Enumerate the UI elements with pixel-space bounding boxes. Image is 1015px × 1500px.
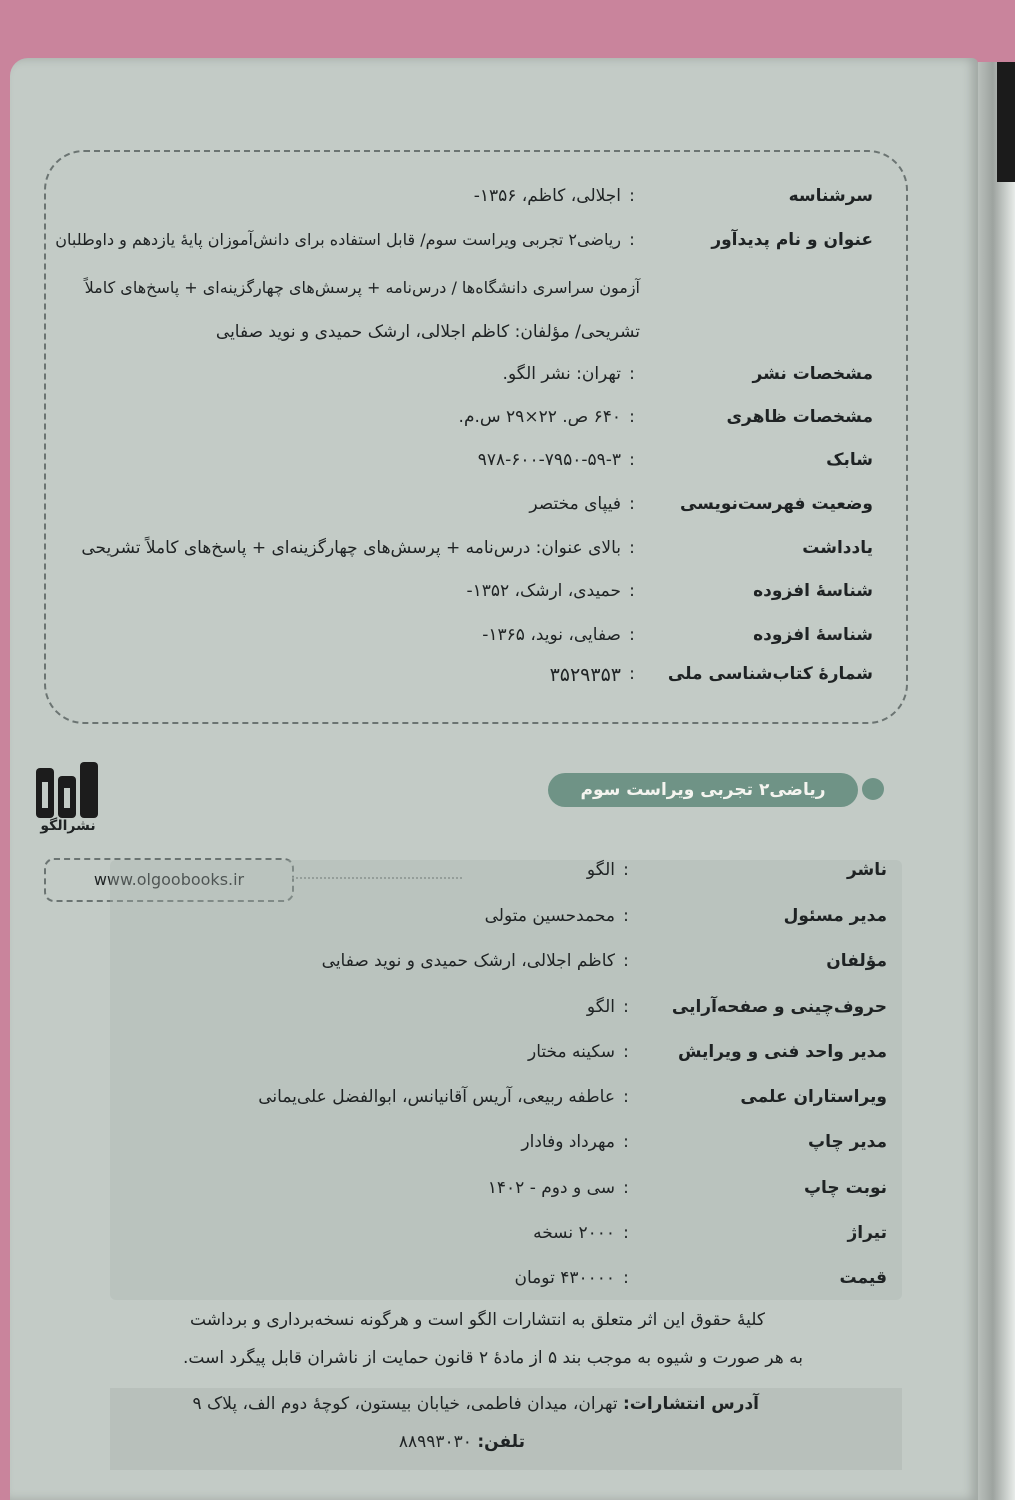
cip-row-0: سرشناسه : اجلالی، کاظم، ۱۳۵۶- [473, 186, 873, 206]
phone-line [399, 1432, 525, 1452]
book-title-bar: ریاضی۲ تجربی ویراست سوم [548, 773, 858, 807]
cip-row-9: شمارهٔ کتاب‌شناسی ملی : ۳۵۲۹۳۵۳ [549, 664, 873, 686]
cip-row-6: یادداشت : بالای عنوان: درس‌نامه + پرسش‌های چهارگزینه‌ای + پاسخ‌های کاملاً تشریحی [81, 538, 873, 558]
address-label: آدرس انتشارات: [622, 1394, 759, 1414]
cip-row-3: مشخصات ظاهری : ۶۴۰ ص. ۲۲×۲۹ س.م. [458, 407, 873, 427]
phone-value: ۸۸۹۹۳۰۳۰ [398, 1432, 472, 1452]
rights-line-2: به هر صورت و شیوه به موجب بند ۵ از مادهٔ ۲ قانون حمایت از ناشران قابل پیگرد است. [183, 1348, 803, 1368]
rights-line-1: کلیهٔ حقوق این اثر متعلق به انتشارات الگو است و هرگونه نسخه‌برداری و برداشت [190, 1310, 765, 1330]
phone-label: تلفن: [477, 1432, 525, 1452]
title-bullet-icon [862, 778, 884, 800]
cip-row-8: شناسهٔ افزوده : صفایی، نوید، ۱۳۶۵- [482, 625, 873, 645]
cip-title-cont-1: آزمون سراسری دانشگاه‌ها / درس‌نامه + پرسش‌های چهارگزینه‌ای + پاسخ‌های کاملاً [84, 278, 640, 297]
cip-title-cont-2: تشریحی/ مؤلفان: کاظم اجلالی، ارشک حمیدی و نوید صفایی [215, 322, 640, 342]
page-edge [978, 62, 1015, 1500]
address-line [192, 1394, 759, 1414]
credit-row-4: مدیر واحد فنی و ویرایش : سکینه مختار [527, 1042, 887, 1062]
credit-row-7: نوبت چاپ : سی و دوم - ۱۴۰۲ [487, 1178, 887, 1198]
cip-row-1: عنوان و نام پدیدآور : ریاضی۲ تجربی ویراست سوم/ قابل استفاده برای دانش‌آموزان پایهٔ یازدهم و داوطلبان [55, 230, 873, 250]
credit-row-2: مؤلفان : کاظم اجلالی، ارشک حمیدی و نوید صفایی [321, 951, 887, 971]
address-value: تهران، میدان فاطمی، خیابان بیستون، کوچهٔ دوم الف، پلاک ۹ [192, 1394, 618, 1414]
credit-row-3: حروف‌چینی و صفحه‌آرایی : الگو [586, 997, 887, 1017]
credit-row-0: ناشر : الگو [586, 860, 887, 880]
credit-row-8: تیراژ : ۲۰۰۰ نسخه [533, 1223, 887, 1243]
credit-row-6: مدیر چاپ : مهرداد وفادار [521, 1132, 887, 1152]
cip-row-5: وضعیت فهرست‌نویسی : فیپای مختصر [529, 494, 873, 514]
cip-row-2: مشخصات نشر : تهران: نشر الگو. [502, 364, 873, 384]
publisher-logo-text: نشرالگو [40, 818, 96, 834]
cip-row-7: شناسهٔ افزوده : حمیدی، ارشک، ۱۳۵۲- [466, 581, 873, 601]
credit-row-1: مدیر مسئول : محمدحسین متولی [484, 906, 887, 926]
website-box: www.olgoobooks.ir [44, 858, 294, 902]
book-cover-edge [997, 62, 1015, 182]
credit-row-5: ویراستاران علمی : عاطفه ربیعی، آریس آقانیانس، ابوالفضل علی‌یمانی [258, 1087, 887, 1107]
credit-row-9: قیمت : ۴۳۰۰۰۰ تومان [514, 1268, 887, 1288]
cip-row-4: شابک : ۹۷۸-۶۰۰-۷۹۵۰-۵۹-۳ [477, 450, 873, 470]
